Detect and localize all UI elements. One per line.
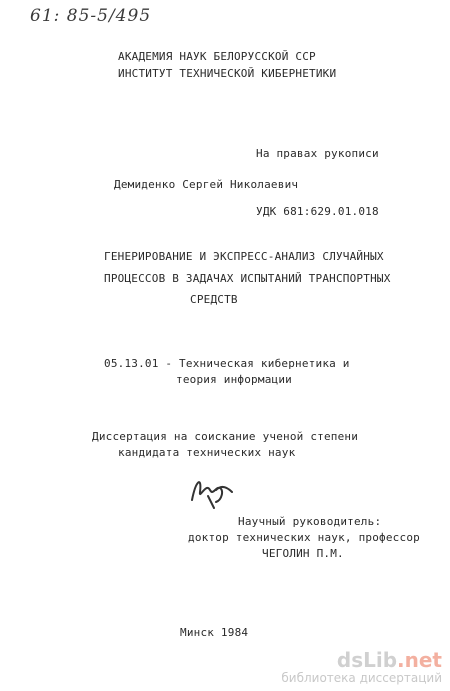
dissertation-degree-line-2: кандидата технических наук <box>118 446 296 459</box>
handwritten-archive-note: 61: 85-5/495 <box>30 6 152 26</box>
udc-code: УДК 681:629.01.018 <box>256 205 379 218</box>
supervisor-name: ЧЕГОЛИН П.М. <box>262 547 344 560</box>
dslib-logo-main: dsLib <box>336 648 398 672</box>
city-and-year: Минск 1984 <box>180 626 249 639</box>
thesis-title-line-2: ПРОЦЕССОВ В ЗАДАЧАХ ИСПЫТАНИЙ ТРАНСПОРТНЫХ <box>104 272 391 285</box>
handwritten-signature <box>186 470 236 510</box>
dslib-logo-suffix: .net <box>397 648 442 672</box>
dslib-logo <box>281 649 442 671</box>
institute-heading: ИНСТИТУТ ТЕХНИЧЕСКОЙ КИБЕРНЕТИКИ <box>118 67 337 80</box>
specialty-code-line: 05.13.01 - Техническая кибернетика и <box>104 357 350 370</box>
thesis-title-line-1: ГЕНЕРИРОВАНИЕ И ЭКСПРЕСС-АНАЛИЗ СЛУЧАЙНЫХ <box>104 250 384 263</box>
dissertation-degree-line-1: Диссертация на соискание ученой степени <box>92 430 359 443</box>
dslib-subtitle: библиотека диссертаций <box>281 671 442 685</box>
supervisor-degree: доктор технических наук, профессор <box>188 531 420 544</box>
author-name: Демиденко Сергей Николаевич <box>114 178 299 191</box>
manuscript-rights-note: На правах рукописи <box>256 147 379 160</box>
academy-heading: АКАДЕМИЯ НАУК БЕЛОРУССКОЙ ССР <box>118 50 316 63</box>
thesis-title-line-3: СРЕДСТВ <box>190 293 238 306</box>
specialty-name-line: теория информации <box>176 373 292 386</box>
supervisor-label: Научный руководитель: <box>238 515 382 528</box>
dslib-watermark <box>281 649 442 685</box>
